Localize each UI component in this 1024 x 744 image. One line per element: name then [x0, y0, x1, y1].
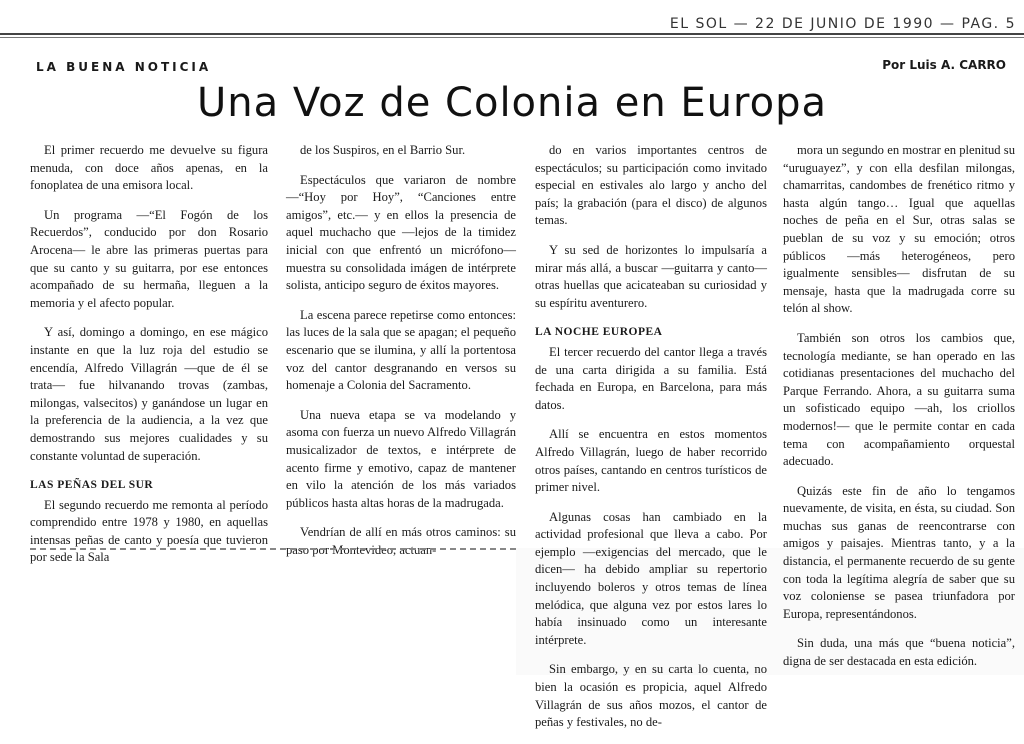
paragraph: Y su sed de horizontes lo impulsaría a mirar más allá, a buscar —guitarra y canto— otras huellas que acicateaban su curiosidad y su espíritu aventurero. [535, 242, 767, 310]
paragraph: Vendrían de allí en más otros caminos: su paso por Montevideo, actuan- [286, 525, 516, 557]
section-label: LA BUENA NOTICIA [36, 60, 212, 74]
article-column-3 [535, 142, 767, 744]
paragraph: Un programa —“El Fogón de los Recuerdos”, conducido por don Rosario Arocena— le abre las primeras puertas para que su canto y su guitarra, por ese entonces acompañado de su hermaña, lleguen a la memoria y el afecto popular. [30, 207, 268, 310]
subheading: LA NOCHE EUROPEA [535, 326, 663, 339]
paragraph: Sin duda, una más que “buena noticia”, digna de ser destacada en esta edición. [783, 636, 1015, 669]
paragraph: El primer recuerdo me devuelve su figura menuda, con doce años apenas, en la fonoplatea de una emisora local. [30, 143, 268, 193]
masthead-rule-thin [0, 37, 1024, 38]
paragraph: También son otros los cambios que, tecnología mediante, se han operado en las cotidianas presentaciones del muchacho del Parque Ferrando. Ahora, a su guitarra suma un sofisticado equipo —ah, los criollos modernos!— que le permite contar en cada tema con acompañamiento orquestal adecuado. [783, 330, 1015, 469]
subheading: LAS PEÑAS DEL SUR [30, 479, 154, 492]
article-title: Una Voz de Colonia en Europa [197, 80, 827, 126]
newspaper-masthead: EL SOL — 22 DE JUNIO DE 1990 — PAG. 5 [669, 16, 1016, 32]
paragraph: de los Suspiros, en el Barrio Sur. [300, 143, 466, 157]
paragraph: mora un segundo en mostrar en plenitud su “uruguayez”, y con ella desfilan milongas, chamarritas, candombes de frenético ritmo y hasta algún tango… Igual que aquellas noches de peña en el Sur, otras salas se pueblan de su voz y su emoción; otros públicos —más heterogéneos, pero igualmente sensibles— disfrutan de su mensaje, hasta que la madrugada corre su telón al show. [783, 143, 1015, 316]
masthead-rule [0, 33, 1024, 35]
paragraph: Algunas cosas han cambiado en la actividad profesional que lleva a cabo. Por ejemplo —exigencias del mercado, que le dicen— ha debido ampliar su repertorio incluyendo boleros y otros temas de línea melódica, que alguna vez por estos lares lo había insinuado como un interesante intérprete. [535, 509, 767, 647]
paragraph: Sin embargo, y en su carta lo cuenta, no bien la ocasión es propicia, aquel Alfredo Villagrán de sus años mozos, el cantor de peñas y festivales, no de- [535, 662, 767, 730]
byline: Por Luis A. CARRO [882, 58, 1006, 72]
paragraph: El segundo recuerdo me remonta al período comprendido entre 1978 y 1980, en aquellas intensas peñas de canto y poesía que tuvieron por sede la Sala [30, 497, 268, 565]
paragraph: La escena parece repetirse como entonces: las luces de la sala que se apagan; el pequeño escenario que se ilumina, y allí la portentosa voz del cantor desgranando en versos su homenaje a Colonia del Sacramento. [286, 307, 516, 393]
paragraph: Allí se encuentra en estos momentos Alfredo Villagrán, luego de haber recorrido otros países, cantando en centros turísticos de primer nivel. [535, 427, 767, 495]
paragraph: Y así, domingo a domingo, en ese mágico instante en que la luz roja del estudio se encendía, Alfredo Villagrán —que de él se trata— fue hilvanando trovas (zambas, milongas, valsecitos) y ganándose un lugar en la preferencia de la audiencia, a la vez que demostrando sus mejores cualidades y su constante voluntad de superación. [30, 325, 268, 463]
article-column-4 [783, 142, 1015, 683]
paragraph: El tercer recuerdo del cantor llega a través de una carta dirigida a su familia. Está fechada en Europa, en Barcelona, para más datos. [535, 344, 767, 412]
paragraph: Quizás este fin de año lo tengamos nuevamente, de visita, en ésta, su ciudad. Son muchas sus ganas de reencontrarse con amigos y paisajes. Mientras tanto, y a la distancia, el permanente recuerdo de su gente con toda la legítima alegría de saber que su voz coloniense se pasea triunfadora por Europa, representándonos. [783, 483, 1015, 621]
article-column-2 [286, 142, 516, 571]
article-column-1 [30, 142, 268, 579]
paragraph: Espectáculos que variaron de nombre —“Hoy por Hoy”, “Canciones entre amigos”, etc.— y en ellos la presencia de aquel muchacho que —lejos de la timidez inicial con que enfrentó un micrófono— muestra su consolidada imágen de intérprete solista, anticipo seguro de éxitos mayores. [286, 172, 516, 293]
clipping-cut-line [30, 548, 516, 550]
paragraph: do en varios importantes centros de espectáculos; su participación como invitado especial en estivales alo largo y ancho del país; la grabación (para el disco) de algunos temas. [535, 143, 767, 228]
paragraph: Una nueva etapa se va modelando y asoma con fuerza un nuevo Alfredo Villagrán musicalizador de textos, e intérprete de acento firme y emotivo, capaz de mantener en vilo la atención de los más variados públicos hasta altas horas de la madrugada. [286, 407, 516, 510]
